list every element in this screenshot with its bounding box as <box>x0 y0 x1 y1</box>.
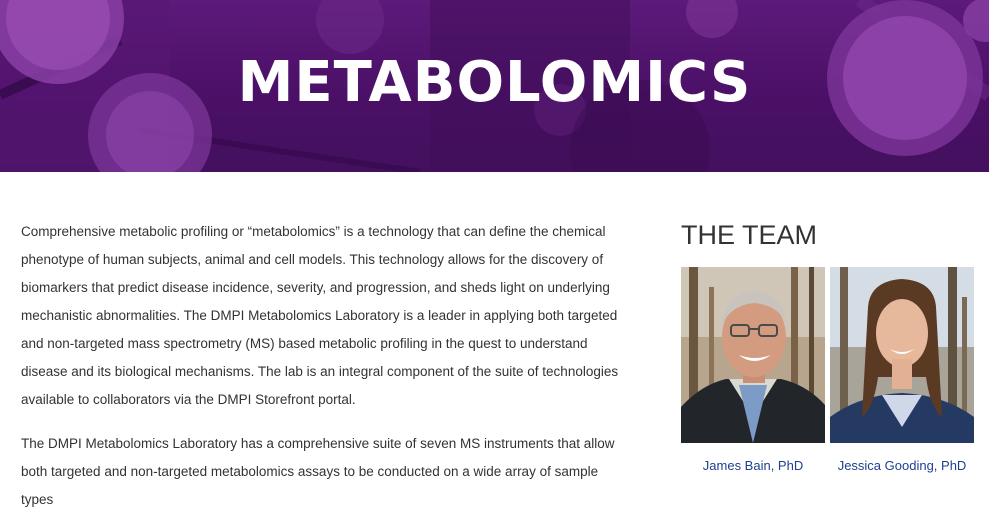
page-title: METABOLOMICS <box>237 49 752 115</box>
team-member-name-link[interactable]: Jessica Gooding, PhD <box>837 458 967 473</box>
team-member-james-bain <box>681 267 825 474</box>
intro-content <box>21 218 633 530</box>
james-bain-photo[interactable] <box>681 267 825 443</box>
instruments-paragraph: The DMPI Metabolomics Laboratory has a comprehensive suite of seven MS instruments that allow both targeted and non-targeted metabolomics assays to be conducted on a wide array of sample types <box>21 436 615 507</box>
team-member-jessica-gooding <box>830 267 974 474</box>
intro-paragraph: Comprehensive metabolic profiling or “metabolomics” is a technology that can define the chemical phenotype of human subjects, animal and cell models. This technology allows for the discovery of biomarkers that predict disease incidence, severity, and progression, and sheds light on underlying mechanistic abnormalities. The DMPI Metabolomics Laboratory is a leader in applying both targeted and non-targeted mass spectrometry (MS) based metabolic profiling in the quest to understand disease and its biological mechanisms. The lab is an integral component of the suite of technologies available to collaborators via the DMPI Storefront portal. <box>21 224 619 407</box>
jessica-gooding-photo[interactable] <box>830 267 974 443</box>
team-heading: THE TEAM <box>681 220 818 250</box>
team-member-name-link[interactable]: James Bain, PhD <box>702 458 804 473</box>
hero-banner <box>0 0 989 172</box>
